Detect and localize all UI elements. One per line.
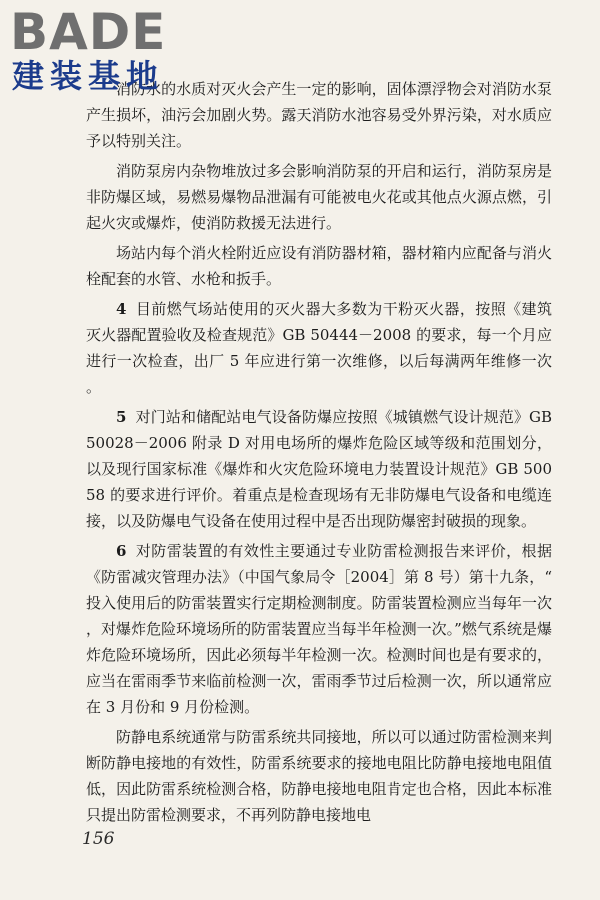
item-number: 6: [116, 542, 127, 560]
watermark-logo: [10, 4, 185, 96]
item-number: 4: [116, 300, 127, 318]
logo-latin-text: BADE: [10, 3, 167, 61]
paragraph: [86, 538, 552, 720]
page-number: 156: [82, 829, 115, 849]
body-text: [86, 76, 552, 828]
paragraph: [86, 240, 552, 292]
paragraph-text: 对门站和储配站电气设备防爆应按照《城镇燃气设计规范》GB 50028－2006 附录 D 对用电场所的爆炸危险区域等级和范围划分，以及现行国家标准《爆炸和火灾危险环境电力装置设计规范》GB 50058 的要求进行评价。着重点是检查现场有无非防爆电气设备和电缆连接，以及防爆电气设备在使用过程中是否出现防爆密封破损的现象。: [86, 408, 552, 530]
paragraph-text: 目前燃气场站使用的灭火器大多数为干粉灭火器，按照《建筑灭火器配置验收及检查规范》GB 50444－2008 的要求，每一个月应进行一次检查，出厂 5 年应进行第一次维修，以后每满两年维修一次。: [86, 300, 552, 396]
paragraph-text: 防静电系统通常与防雷系统共同接地，所以可以通过防雷检测来判断防静电接地的有效性，防雷系统要求的接地电阻比防静电接地电阻值低，因此防雷系统检测合格，防静电接地电阻肯定也合格，因此本标准只提出防雷检测要求，不再列防静电接地电: [86, 728, 552, 824]
paragraph: [86, 404, 552, 534]
paragraph: [86, 158, 552, 236]
paragraph: [86, 296, 552, 400]
paragraph-text: 对防雷装置的有效性主要通过专业防雷检测报告来评价，根据《防雷减灾管理办法》（中国气象局令［2004］第 8 号）第十九条，“投入使用后的防雷装置实行定期检测制度。防雷装置检测应当每年一次，对爆炸危险环境场所的防雷装置应当每半年检测一次。”燃气系统是爆炸危险环境场所，因此必须每半年检测一次。检测时间也是有要求的，应当在雷雨季节来临前检测一次，雷雨季节过后检测一次，所以通常应在 3 月份和 9 月份检测。: [86, 542, 552, 716]
paragraph: [86, 724, 552, 828]
paragraph-text: 场站内每个消火栓附近应设有消防器材箱，器材箱内应配备与消火栓配套的水管、水枪和扳手。: [86, 244, 552, 288]
paragraph-text: 消防水的水质对灭火会产生一定的影响，固体漂浮物会对消防水泵产生损坏，油污会加剧火势。露天消防水池容易受外界污染，对水质应予以特别关注。: [86, 80, 552, 150]
logo-chinese-text: 建装基地: [12, 57, 165, 95]
item-number: 5: [116, 408, 127, 426]
paragraph-text: 消防泵房内杂物堆放过多会影响消防泵的开启和运行，消防泵房是非防爆区域，易燃易爆物品泄漏有可能被电火花或其他点火源点燃，引起火灾或爆炸，使消防救援无法进行。: [86, 162, 552, 232]
